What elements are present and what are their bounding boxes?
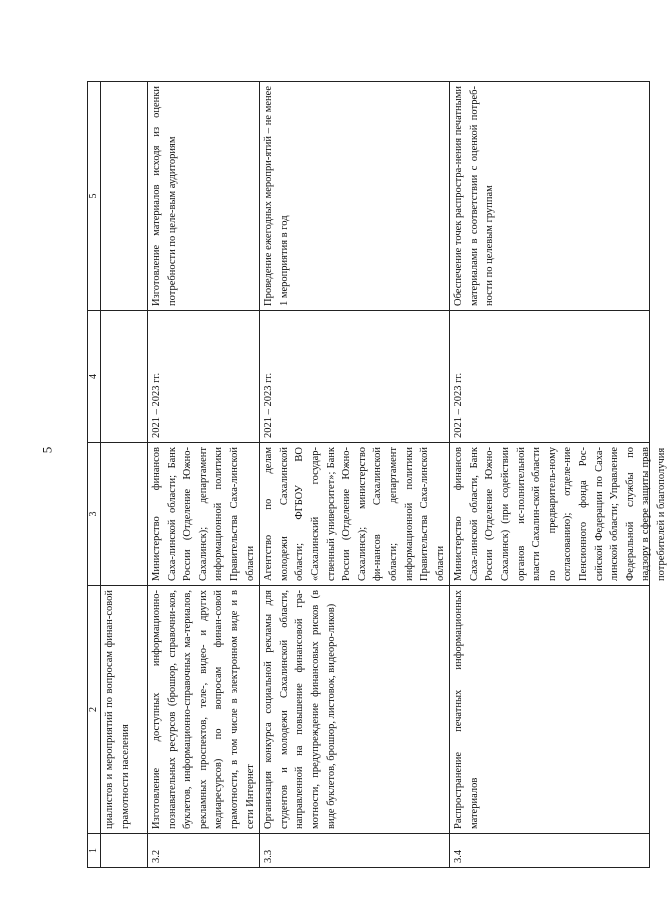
header-col-3: 3 (88, 443, 101, 586)
cell-result: Обеспечение точек распростра-нения печатными материалами в соответствии с оценкой потреб-ности по целевым группам (450, 82, 650, 311)
cell-period: 2021 – 2023 гг. (260, 311, 450, 443)
rotated-page-content (87, 82, 667, 868)
table-row (260, 82, 450, 868)
cell-executors (101, 443, 148, 586)
cell-result (101, 82, 148, 311)
measures-table (87, 81, 667, 868)
cell-num: 3.3 (260, 834, 450, 868)
cell-executors (450, 443, 667, 586)
cell-activity: Изготовление доступных информационно-познавательных ресурсов (брошюр, справочни-ков, буклетов, информационно-справочных ма-териалов, рекламных проспектов, теле-, видео- и других медиаресурсов) по вопросам финан-совой грамотности, в том числе в электронном виде и в сети Интернет (148, 586, 260, 834)
cell-result: Изготовление материалов исходя из оценки потребности по целе-вым аудиториям (148, 82, 260, 311)
cell-num: 3.2 (148, 834, 260, 868)
header-col-2: 2 (88, 586, 101, 834)
cell-period (101, 311, 148, 443)
cell-num: 3.4 (450, 834, 650, 868)
executors-text: Министерство финансов Саха-линской области, Банк России (Отделение Южно-Сахалинск) (при содействии органов ис-полнительной власти Сахалин-ской области по предваритель-ному согласованию); отделе-ние Пенсионного фонда Рос-сийской Федерации по Саха-линской области; Управление Федеральной службы по надзору в сфере защиты прав потребителей и благополучия (453, 447, 667, 581)
table-header-row (88, 82, 101, 868)
cell-executors: Министерство финансов Саха-линской области; Банк России (Отделение Южно-Сахалинск); департамент информационной политики Правительства Саха-линской области (148, 443, 260, 586)
table-row (450, 82, 650, 868)
cell-period: 2021 – 2023 гг. (450, 311, 650, 443)
cell-executors: Агентство по делам молодежи Сахалинской области; ФГБОУ ВО «Сахалинский государ-ственный университет»; Банк России (Отделение Южно-Сахалинск); министерство фи-нансов Сахалинской области; департамент информационной политики Правительства Саха-линской области (260, 443, 450, 586)
cell-activity: Организация конкурса социальной рекламы для студентов и молодежи Сахалинской области, направленной на повышение финансовой гра-мотности, предупреждение финансовых рисков (в виде буклетов, брошюр, листовок, видеоро-ликов) (260, 586, 450, 834)
cell-activity: Распространение печатных информационных материалов (450, 586, 650, 834)
page-number: 5 (39, 446, 55, 454)
cell-result: Проведение ежегодных меропри-ятий – не менее 1 мероприятия в год (260, 82, 450, 311)
table-row-continuation (101, 82, 148, 868)
header-col-1: 1 (88, 834, 101, 868)
cell-activity: циалистов и мероприятий по вопросам финан-совой грамотности населения (101, 586, 148, 834)
cell-period: 2021 – 2023 гг. (148, 311, 260, 443)
table-row (148, 82, 260, 868)
header-col-5: 5 (88, 82, 101, 311)
cell-num (101, 834, 148, 868)
header-col-4: 4 (88, 311, 101, 443)
